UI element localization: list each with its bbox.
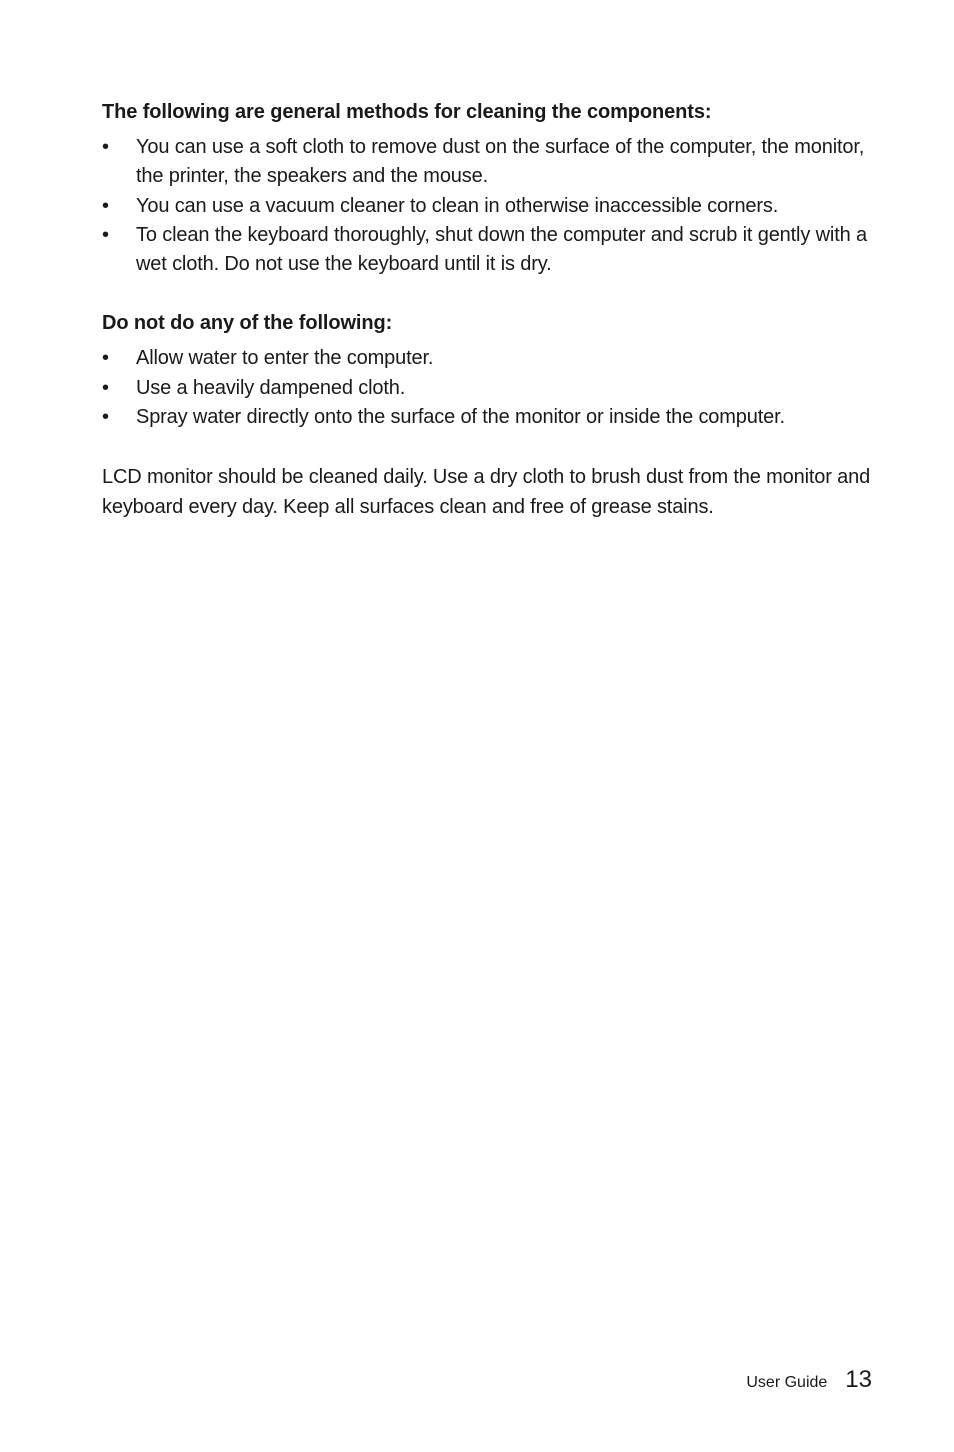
list-item-text: You can use a soft cloth to remove dust on the surface of the computer, the monitor, the printer, the speakers and the mouse. <box>136 136 865 188</box>
list-item-text: Use a heavily dampened cloth. <box>136 376 406 399</box>
bullet-icon: • <box>102 194 109 217</box>
list-item <box>102 344 872 373</box>
list-item-text: Allow water to enter the computer. <box>136 347 434 370</box>
section-heading: Do not do any of the following: <box>102 312 393 335</box>
bullet-list <box>102 344 872 432</box>
list-item <box>102 374 872 403</box>
footer-label: User Guide <box>746 1374 828 1391</box>
list-item-text: To clean the keyboard thoroughly, shut down the computer and scrub it gently with a wet cloth. Do not use the keyboard until it is dry. <box>136 223 867 276</box>
list-item <box>102 221 872 280</box>
lcd-cleaning-paragraph: LCD monitor should be cleaned daily. Use a dry cloth to brush dust from the monitor and keyboard every day. Keep all surfaces clean and free of grease stains. <box>102 466 871 519</box>
bullet-icon: • <box>102 376 109 399</box>
bullet-icon: • <box>102 406 109 429</box>
document-body <box>102 98 872 542</box>
list-item <box>102 403 872 432</box>
bullet-icon: • <box>102 136 109 158</box>
bullet-icon: • <box>102 223 109 246</box>
section-heading: The following are general methods for cleaning the components: <box>102 101 712 123</box>
bullet-list <box>102 133 872 279</box>
cleaning-methods-section <box>102 98 872 279</box>
page-number: 13 <box>845 1366 872 1393</box>
list-item <box>102 133 872 192</box>
do-not-section <box>102 309 872 432</box>
bullet-icon: • <box>102 347 109 370</box>
list-item <box>102 192 872 221</box>
list-item-text: Spray water directly onto the surface of the monitor or inside the computer. <box>136 406 785 429</box>
list-item-text: You can use a vacuum cleaner to clean in otherwise inaccessible corners. <box>136 194 779 217</box>
page-footer <box>746 1366 872 1394</box>
